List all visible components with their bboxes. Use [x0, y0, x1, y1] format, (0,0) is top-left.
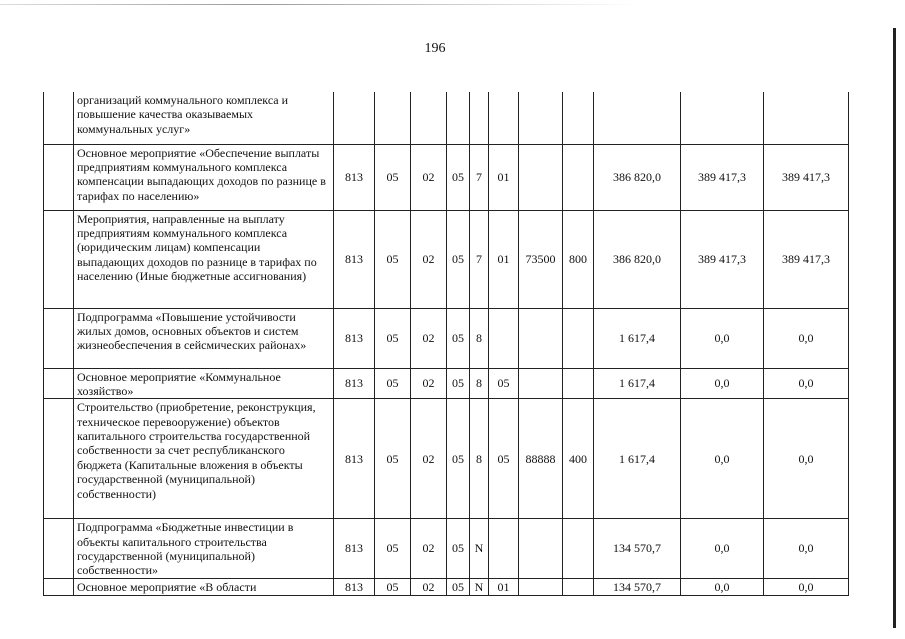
cell-cs1: 05: [447, 210, 470, 308]
cell-rz: 05: [375, 578, 411, 595]
cell-cs2: 8: [470, 399, 489, 519]
cell-sum3: 0,0: [764, 399, 849, 519]
cell-cs2: [470, 92, 489, 144]
cell-ved: 813: [334, 308, 375, 368]
cell-sum3: [764, 92, 849, 144]
scan-edge-top: [0, 4, 640, 5]
cell-cs2: N: [470, 519, 489, 579]
row-number-cell: [44, 308, 74, 368]
cell-pr: 02: [411, 578, 447, 595]
cell-ved: 813: [334, 368, 375, 399]
cell-vr: [563, 578, 594, 595]
item-name-cell: Мероприятия, направленные на выплату предприятиям коммунального комплекса (юридическим лицам) компенсации выпадающих доходов по разнице в тарифах по населению (Иные бюджетные ассигнования): [74, 210, 334, 308]
cell-sum1: 1 617,4: [594, 308, 681, 368]
cell-cs3: 01: [489, 210, 519, 308]
cell-sum2: 0,0: [681, 368, 764, 399]
cell-cs1: 05: [447, 399, 470, 519]
cell-cs2: 8: [470, 308, 489, 368]
cell-rz: 05: [375, 519, 411, 579]
row-number-cell: [44, 519, 74, 579]
cell-sum2: 0,0: [681, 578, 764, 595]
cell-cs1: 05: [447, 368, 470, 399]
cell-cs4: [519, 144, 563, 210]
item-name-cell: Основное мероприятие «В области: [74, 578, 334, 595]
cell-cs1: [447, 92, 470, 144]
cell-rz: 05: [375, 308, 411, 368]
cell-ved: 813: [334, 519, 375, 579]
cell-sum2: 0,0: [681, 399, 764, 519]
cell-cs2: N: [470, 578, 489, 595]
row-number-cell: [44, 144, 74, 210]
row-number-cell: [44, 92, 74, 144]
cell-cs1: 05: [447, 308, 470, 368]
table-row: [44, 210, 849, 308]
cell-sum3: 389 417,3: [764, 144, 849, 210]
row-number-cell: [44, 399, 74, 519]
cell-pr: 02: [411, 308, 447, 368]
row-number-cell: [44, 578, 74, 595]
cell-sum1: 134 570,7: [594, 519, 681, 579]
cell-sum3: 0,0: [764, 368, 849, 399]
cell-cs1: 05: [447, 144, 470, 210]
cell-sum3: 0,0: [764, 519, 849, 579]
cell-cs4: [519, 92, 563, 144]
item-name-cell: организаций коммунального комплекса и повышение качества оказываемых коммунальных услуг»: [74, 92, 334, 144]
cell-cs4: [519, 519, 563, 579]
cell-sum2: 389 417,3: [681, 144, 764, 210]
cell-cs1: 05: [447, 519, 470, 579]
cell-sum1: 1 617,4: [594, 368, 681, 399]
table-row: [44, 519, 849, 579]
cell-vr: 400: [563, 399, 594, 519]
cell-rz: [375, 92, 411, 144]
cell-rz: 05: [375, 144, 411, 210]
cell-cs3: [489, 308, 519, 368]
budget-table: [43, 92, 849, 596]
cell-pr: 02: [411, 368, 447, 399]
cell-sum3: 0,0: [764, 578, 849, 595]
cell-cs4: 88888: [519, 399, 563, 519]
table-row: [44, 308, 849, 368]
cell-rz: 05: [375, 368, 411, 399]
cell-pr: 02: [411, 144, 447, 210]
table-row: [44, 144, 849, 210]
cell-cs4: [519, 368, 563, 399]
cell-cs3: 05: [489, 368, 519, 399]
cell-vr: [563, 144, 594, 210]
cell-vr: [563, 308, 594, 368]
cell-cs3: [489, 519, 519, 579]
cell-sum1: 134 570,7: [594, 578, 681, 595]
cell-sum1: [594, 92, 681, 144]
cell-vr: [563, 92, 594, 144]
table-row: [44, 92, 849, 144]
cell-cs4: 73500: [519, 210, 563, 308]
table-row: [44, 399, 849, 519]
item-name-cell: Основное мероприятие «Коммунальное хозяйство»: [74, 368, 334, 399]
cell-vr: 800: [563, 210, 594, 308]
cell-ved: 813: [334, 578, 375, 595]
row-number-cell: [44, 210, 74, 308]
cell-sum2: 0,0: [681, 519, 764, 579]
cell-vr: [563, 368, 594, 399]
cell-sum2: 0,0: [681, 308, 764, 368]
item-name-cell: Подпрограмма «Повышение устойчивости жилых домов, основных объектов и систем жизнеобеспечения в сейсмических районах»: [74, 308, 334, 368]
cell-ved: 813: [334, 399, 375, 519]
cell-cs2: 7: [470, 144, 489, 210]
cell-cs2: 8: [470, 368, 489, 399]
cell-pr: 02: [411, 519, 447, 579]
scan-edge-right: [893, 28, 896, 628]
cell-cs3: 01: [489, 144, 519, 210]
cell-cs4: [519, 308, 563, 368]
cell-sum1: 1 617,4: [594, 399, 681, 519]
item-name-cell: Основное мероприятие «Обеспечение выплаты предприятиям коммунального комплекса компенсации выпадающих доходов по разнице в тарифах по населению»: [74, 144, 334, 210]
cell-ved: 813: [334, 210, 375, 308]
cell-sum2: [681, 92, 764, 144]
cell-sum3: 389 417,3: [764, 210, 849, 308]
cell-pr: 02: [411, 399, 447, 519]
cell-cs3: 01: [489, 578, 519, 595]
item-name-cell: Строительство (приобретение, реконструкция, техническое перевооружение) объектов капитального строительства государственной собственности за счет республиканского бюджета (Капитальные вложения в объекты государственной (муниципальной) собственности): [74, 399, 334, 519]
cell-cs2: 7: [470, 210, 489, 308]
cell-pr: [411, 92, 447, 144]
table-row: [44, 578, 849, 595]
cell-sum1: 386 820,0: [594, 144, 681, 210]
cell-cs3: [489, 92, 519, 144]
cell-rz: 05: [375, 399, 411, 519]
cell-sum2: 389 417,3: [681, 210, 764, 308]
row-number-cell: [44, 368, 74, 399]
page-number: 196: [424, 41, 446, 56]
cell-cs4: [519, 578, 563, 595]
cell-cs1: 05: [447, 578, 470, 595]
cell-sum1: 386 820,0: [594, 210, 681, 308]
cell-cs3: 05: [489, 399, 519, 519]
cell-sum3: 0,0: [764, 308, 849, 368]
cell-pr: 02: [411, 210, 447, 308]
cell-vr: [563, 519, 594, 579]
cell-ved: [334, 92, 375, 144]
cell-rz: 05: [375, 210, 411, 308]
table-row: [44, 368, 849, 399]
cell-ved: 813: [334, 144, 375, 210]
item-name-cell: Подпрограмма «Бюджетные инвестиции в объекты капитального строительства государственной (муниципальной) собственности»: [74, 519, 334, 579]
